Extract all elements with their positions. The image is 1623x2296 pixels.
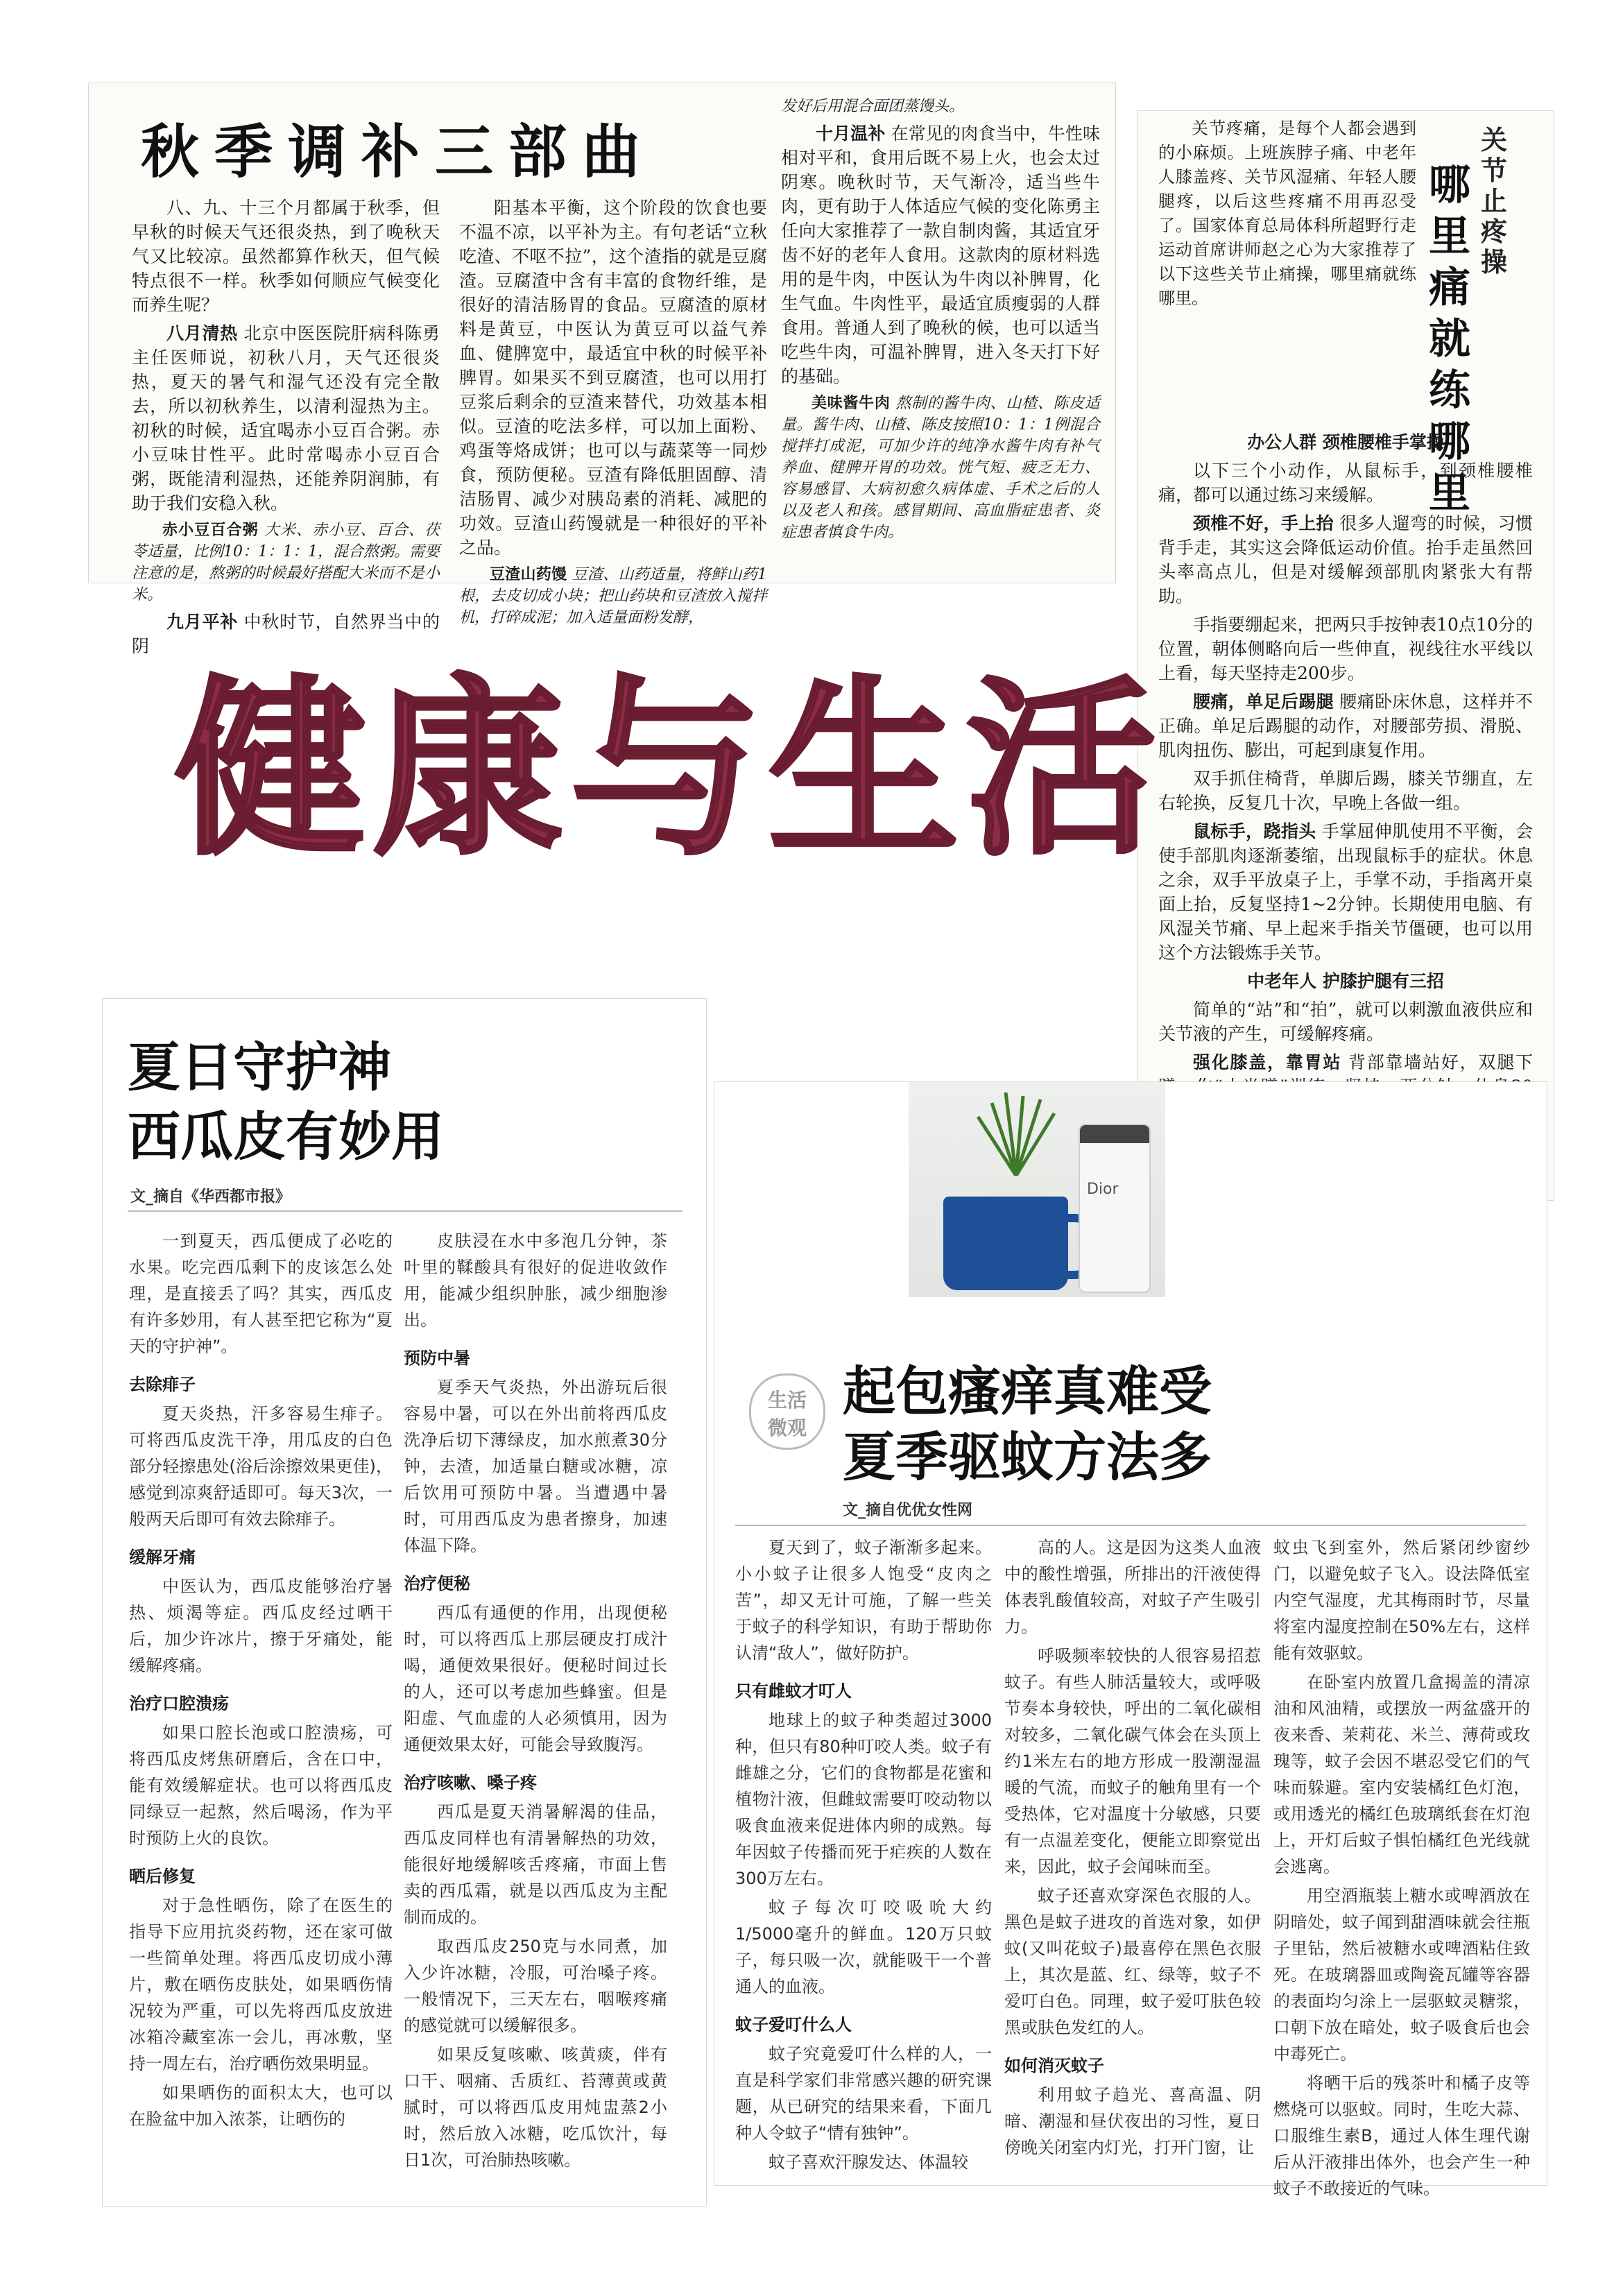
paragraph-text: 蚊子究竟爱叮什么样的人，一直是科学家们非常感兴趣的研究课题，从已研究的结果来看，下面几种人令蚊子“情有独钟”。	[735, 2044, 992, 2143]
paragraph	[781, 96, 1100, 117]
paragraph-text: 西瓜是夏天消暑解渴的佳品，西瓜皮同样也有清暑解热的功效，能很好地缓解咳舌疼痛，市面上售卖的西瓜霜，就是以西瓜皮为主配制而成的。	[404, 1802, 667, 1927]
paragraph-text: 西瓜有通便的作用，出现便秘时，可以将西瓜上那层硬皮打成汁喝，通便效果很好。便秘时间过长的人，还可以考虑加些蜂蜜。但是阳虚、气血虚的人必须慎用，因为通便效果太好，可能会导致腹泻。	[404, 1603, 667, 1754]
paragraph	[1004, 1534, 1261, 1640]
paragraph	[1158, 766, 1533, 815]
section-heading: 治疗咳嗽、嗓子疼	[404, 1773, 537, 1792]
plant-leaves	[964, 1089, 1068, 1179]
paragraph-text: 高的人。这是因为这类人血液中的酸性增强，所排出的汗液使得体表乳酸值较高，对蚊子产生吸引力。	[1004, 1538, 1261, 1636]
paragraph-text: 熬制的酱牛肉、山楂、陈皮适量。酱牛肉、山楂、陈皮按照10：1：1例混合搅拌打成泥，可加少许的纯净水酱牛肉有补气养血、健脾开胃的功效。恍气短、疲乏无力、容易感冒、大病初愈久病体虚、手术之后的人以及老人和孩。感冒期间、高血脂症患者、炎症患者慎食牛肉。	[781, 395, 1100, 541]
paragraph-text: 皮肤浸在水中多泡几分钟，茶叶里的鞣酸具有很好的促进收敛作用，能减少组织肿胀，减少细胞渗出。	[404, 1231, 667, 1330]
inline-heading: 十月温补	[816, 123, 886, 144]
inline-heading: 豆渣山药馒	[490, 565, 567, 583]
paragraph	[735, 2149, 992, 2175]
paragraph-text: 阳基本平衡，这个阶段的饮食也要不温不凉，以平补为主。有句老话“立秋吃渣、不呕不拉”，这个渣指的就是豆腐渣。豆腐渣中含有丰富的食物纤维，是很好的清洁肠胃的食品。豆腐渣的原材料是黄豆，中医认为黄豆可以益气养血、健脾宽中，最适宜中秋的时候平补脾胃。如果买不到豆腐渣，也可以用打豆浆后剩余的豆渣来替代，功效基本相似。豆渣的吃法多样，可以加上面粉、鸡蛋等烙成饼；也可以与蔬菜等一同炒食，预防便秘。豆渣有降低胆固醇、清洁肠胃、减少对胰岛素的消耗、减肥的功效。豆渣山药馒就是一种很好的平补之品。	[459, 198, 767, 558]
paragraph-text: 如果晒伤的面积太大，也可以在脸盆中加入浓茶，让晒伤的	[129, 2083, 393, 2129]
mosquito-column-1	[735, 1534, 992, 2178]
autumn-column-2	[459, 196, 767, 633]
paragraph	[1158, 689, 1533, 762]
joint-article	[1137, 111, 1554, 1200]
paragraph	[132, 321, 440, 515]
paragraph	[1273, 1669, 1530, 1880]
paragraph	[132, 196, 440, 317]
banner-title: 健康与生活	[175, 659, 1164, 881]
mosquito-title-line2: 夏季驱蚊方法多	[843, 1426, 1212, 1488]
paragraph-text: 利用蚊子趋光、喜高温、阴暗、潮湿和昼伏夜出的习性，夏日傍晚关闭室内灯光，打开门窗，让	[1004, 2085, 1261, 2157]
autumn-article	[89, 83, 1115, 656]
paragraph-text: 对于急性晒伤，除了在医生的指导下应用抗炎药物，还在家可做一些简单处理。将西瓜皮切成小薄片，敷在晒伤皮肤处，如果晒伤情况较为严重，可以先将西瓜皮放进冰箱冷藏室冻一会儿，再冰敷，坚持一周左右，治疗晒伤效果明显。	[129, 1896, 393, 2073]
section-heading: 缓解牙痛	[129, 1548, 196, 1567]
paragraph-text: 以下三个小动作，从鼠标手，到颈椎腰椎痛，都可以通过练习来缓解。	[1158, 461, 1533, 505]
paragraph-text: 背部靠墙站好，双腿下	[1348, 1052, 1533, 1072]
life-badge	[749, 1373, 825, 1450]
inline-heading: 鼠标手，跷指头	[1193, 821, 1316, 841]
watermelon-column-1	[129, 1228, 393, 2135]
inline-heading: 赤小豆百合粥	[162, 521, 259, 539]
inline-heading: 办公人群 颈椎腰椎手掌操	[1247, 432, 1444, 452]
paragraph	[129, 1892, 393, 2077]
paragraph-text: 将晒干后的残茶叶和橘子皮等燃烧可以驱蚊。同时，生吃大蒜、口服维生素B，通过人体生理代谢后从汗液排出体外，也会产生一种蚊子不敢接近的气味。	[1273, 2073, 1530, 2198]
mosquito-column-2	[1004, 1534, 1261, 2164]
mosquito-article	[714, 1082, 1547, 2198]
paragraph-text: 呼吸频率较快的人很容易招惹蚊子。有些人肺活量较大，或呼吸节奏本身较快，呼出的二氧化碳相对较多，二氧化碳气体会在头顶上约1米左右的地方形成一股潮湿温暖的气流，而蚊子的触角里有一个受热体，它对温度十分敏感，只要有一点温差变化，便能立即察觉出来，因此，蚊子会闻味而至。	[1004, 1646, 1261, 1876]
paragraph	[1158, 612, 1533, 685]
paragraph-text: 北京中医医院肝病科陈勇主任医师说，初秋八月，天气还很炎热，夏天的暑气和湿气还没有完全散去，所以初秋养生，以清利湿热为主。初秋的时候，适宜喝赤小豆百合粥。赤小豆味甘性平。此时常喝赤小豆百合粥，既能清利湿热，还能养阴润肺，有助于我们安稳入秋。	[132, 323, 440, 513]
paragraph	[1273, 1534, 1530, 1666]
paragraph-text: 如果反复咳嗽、咳黄痰，伴有口干、咽痛、舌质红、苔薄黄或黄腻时，可以将西瓜皮用炖盅蒸2小时，然后放入冰糖，吃瓜饮汁，每日1次，可治肺热咳嗽。	[404, 2045, 667, 2170]
paragraph-text: 手指要绷起来，把两只手按钟表10点10分的位置，朝体侧略向后一些伸直，视线往水平线以上看，每天坚持走200步。	[1158, 615, 1533, 683]
paragraph	[129, 1228, 393, 1360]
paragraph-text: 如果口腔长泡或口腔溃疡，可将西瓜皮烤焦研磨后，含在口中，能有效缓解症状。也可以将西瓜皮同绿豆一起熬，然后喝汤，作为平时预防上火的良饮。	[129, 1723, 393, 1848]
paragraph	[781, 121, 1100, 388]
paragraph-text: 夏天到了，蚊子渐渐多起来。小小蚊子让很多人饱受“皮肉之苦”，却又无计可施，了解一些关于蚊子的科学知识，有助于帮助你认清“敌人”，做好防护。	[735, 1538, 992, 1663]
watermelon-divider	[128, 1210, 682, 1212]
paragraph	[1158, 459, 1533, 507]
paragraph	[129, 1573, 393, 1679]
paragraph-text: 在卧室内放置几盒揭盖的清凉油和风油精，或摆放一两盆盛开的夜来香、茉莉花、米兰、薄荷或玫瑰等，蚊子会因不堪忍受它们的气味而躲避。室内安装橘红色灯泡，或用透光的橘红色玻璃纸套在灯泡上，开灯后蚊子惧怕橘红色光线就会逃离。	[1273, 1672, 1530, 1876]
paragraph-text: 大米、赤小豆、百合、茯苓适量，比例10：1：1：1，混合熬粥。需要注意的是，熬粥的时候最好搭配大米而不是小米。	[132, 522, 440, 603]
paragraph	[404, 1600, 667, 1758]
paragraph	[1158, 430, 1533, 454]
paragraph	[735, 1534, 992, 1666]
paragraph	[129, 1720, 393, 1851]
paragraph	[1004, 2082, 1261, 2161]
paragraph-text: 蚊子喜欢汗腺发达、体温较	[768, 2152, 968, 2172]
white-canister	[1079, 1124, 1151, 1293]
paragraph	[1158, 969, 1533, 993]
mosquito-divider	[735, 1525, 1526, 1526]
paragraph-text: 中医认为，西瓜皮能够治疗暑热、烦渴等症。西瓜皮经过晒干后，加少许冰片，擦于牙痛处，能缓解疼痛。	[129, 1577, 393, 1675]
paragraph	[1158, 511, 1533, 608]
section-heading: 去除痱子	[129, 1375, 196, 1394]
section-heading: 蚊子爱叮什么人	[735, 2015, 852, 2034]
blue-mug	[943, 1197, 1068, 1290]
paragraph-text: 在常见的肉食当中，牛性味相对平和，食用后既不易上火，也会太过阴寒。晚秋时节，天气渐冷，适当些牛肉，更有助于人体适应气候的变化陈勇主任向大家推荐了一款自制肉酱，其适宜牙齿不好的老年人食用。这款肉的原材料选用的是牛肉，中医认为牛肉以补脾胃，化生气血。牛肉性平，最适宜质瘦弱的人群食用。普通人到了晚秋的候，也可以适当吃些牛肉，可温补脾胃，进入冬天打下好的基础。	[781, 123, 1100, 386]
paragraph	[735, 1707, 992, 1892]
badge-line1: 生活	[767, 1389, 807, 1412]
section-heading: 治疗便秘	[404, 1574, 470, 1593]
section-heading: 晒后修复	[129, 1867, 196, 1886]
paragraph	[459, 196, 767, 560]
watermelon-article	[103, 999, 706, 2206]
paragraph-text: 发好后用混合面团蒸馒头。	[781, 98, 965, 115]
paragraph	[404, 1374, 667, 1559]
paragraph	[1273, 2070, 1530, 2202]
section-heading: 预防中暑	[404, 1348, 470, 1368]
paragraph-text: 蚊子每次叮咬吸吮大约1/5000毫升的鲜血。120万只蚊子，每只吸一次，就能吸干一个普通人的血液。	[735, 1898, 992, 1996]
paragraph-text: 八、九、十三个月都属于秋季，但早秋的时候天气还很炎热，到了晚秋天气又比较凉。虽然都算作秋天，但气候特点很不一样。秋季如何顺应气候变化而养生呢？	[132, 198, 440, 315]
inline-heading: 腰痛，单足后踢腿	[1193, 692, 1334, 712]
watermelon-column-2	[404, 1228, 667, 2176]
inline-heading: 九月平补	[166, 612, 238, 632]
section-heading: 只有雌蚊才叮人	[735, 1681, 852, 1701]
watermelon-source: 文_摘自《华西都市报》	[130, 1188, 291, 1206]
mosquito-photo	[909, 1082, 1165, 1297]
badge-line2: 微观	[767, 1416, 807, 1439]
autumn-column-1	[132, 196, 440, 662]
paragraph-text: 用空酒瓶装上糖水或啤酒放在阴暗处，蚊子闻到甜酒味就会往瓶子里钻，然后被糖水或啤酒粘住致死。在玻璃器皿或陶瓷瓦罐等容器的表面均匀涂上一层驱蚊灵糖浆，口朝下放在暗处，蚊子吸食后也会中毒死亡。	[1273, 1886, 1530, 2064]
paragraph-text: 蚊子还喜欢穿深色衣服的人。黑色是蚊子进攻的首选对象，如伊蚊(又叫花蚊子)最喜停在黑色衣服上，其次是蓝、红、绿等，蚊子不爱叮白色。同理，蚊子爱叮肤色较黑或肤色发红的人。	[1004, 1886, 1261, 2037]
joint-heading-big: 哪里痛就练哪里	[1429, 161, 1470, 517]
section-heading: 治疗口腔溃疡	[129, 1694, 229, 1713]
paragraph-text: 夏天炎热，汗多容易生痱子。可将西瓜皮洗干净，用瓜皮的白色部分轻擦患处(浴后涂擦效果更佳)，感觉到凉爽舒适即可。每天3次，一般两天后即可有效去除痱子。	[129, 1404, 393, 1529]
mosquito-title-line1: 起包瘙痒真难受	[843, 1360, 1212, 1422]
paragraph	[404, 1799, 667, 1930]
inline-heading: 中老年人 护膝护腿有三招	[1247, 971, 1444, 991]
section-heading: 如何消灭蚊子	[1004, 2056, 1104, 2075]
paragraph	[781, 393, 1100, 543]
inline-heading: 八月清热	[166, 323, 238, 343]
paragraph	[1158, 819, 1533, 965]
inline-heading: 美味酱牛肉	[812, 394, 891, 412]
paragraph-text: 蚊虫飞到室外，然后紧闭纱窗纱门，以避免蚊子飞入。设法降低室内空气湿度，尤其梅雨时节，尽量将室内湿度控制在50%左右，这样能有效驱蚊。	[1273, 1538, 1530, 1663]
paragraph-text: 夏季天气炎热，外出游玩后很容易中暑，可以在外出前将西瓜皮洗净后切下薄绿皮，加水煎煮30分钟，去渣，加适量白糖或冰糖，凉后饮用可预防中暑。当遭遇中暑时，可用西瓜皮为患者擦身，加速体温下降。	[404, 1378, 667, 1555]
paragraph-text: 地球上的蚊子种类超过3000种，但只有80种叮咬人类。蚊子有雌雄之分，它们的食物都是花蜜和植物汁液，但雌蚊需要叮咬动物以吸食血液来促进体内卵的成熟。每年因蚊子传播而死于疟疾的人数在300万左右。	[735, 1711, 992, 1888]
autumn-column-3	[781, 96, 1100, 547]
paragraph	[1158, 997, 1533, 1046]
paragraph	[735, 1894, 992, 2000]
paragraph	[129, 2080, 393, 2132]
paragraph	[1004, 1643, 1261, 1880]
paragraph-text: 一到夏天，西瓜便成了必吃的水果。吃完西瓜剩下的皮该怎么处理，是直接丢了吗？其实，西瓜皮有许多妙用，有人甚至把它称为“夏天的守护神”。	[129, 1231, 393, 1356]
paragraph	[129, 1400, 393, 1532]
paragraph	[459, 564, 767, 628]
paragraph-text: 腰痛卧床休息，这样并不正确。单足后踢腿的动作，对腰部劳损、滑脱、肌肉扭伤、膨出，可起到康复作用。	[1158, 692, 1533, 760]
paragraph	[735, 2041, 992, 2146]
paragraph-text: 取西瓜皮250克与水同煮，加入少许冰糖，冷服，可治嗓子疼。一般情况下，三天左右，咽喉疼痛的感觉就可以缓解很多。	[404, 1937, 667, 2035]
paragraph	[1273, 1883, 1530, 2067]
canister-label: Dior	[1087, 1181, 1119, 1198]
paragraph	[404, 1228, 667, 1333]
paragraph-text: 很多人遛弯的时候，习惯背手走，其实这会降低运动价值。抬手走虽然回头率高点儿，但是对缓解颈部肌肉紧张大有帮助。	[1158, 513, 1533, 606]
inline-heading: 强化膝盖，靠胃站	[1193, 1052, 1342, 1072]
paragraph-text: 豆渣、山药适量，将鲜山药1根，去皮切成小块；把山药块和豆渣放入搅拌机，打碎成泥；加入适量面粉发酵，	[459, 566, 767, 626]
joint-heading-small: 关节止疼操	[1481, 125, 1508, 277]
watermelon-title-line1: 夏日守护神	[128, 1036, 391, 1098]
autumn-title: 秋季调补三部曲	[141, 118, 656, 186]
paragraph	[1004, 1883, 1261, 2041]
paragraph-text: 简单的“站”和“拍”，就可以刺激血液供应和关节液的产生，可缓解疼痛。	[1158, 1000, 1533, 1044]
paragraph-text: 手掌屈伸肌使用不平衡，会使手部肌肉逐渐萎缩，出现鼠标手的症状。休息之余，双手平放桌子上，手掌不动，手指离开桌面上抬，反复坚持1~2分钟。长期使用电脑、有风湿关节痛、早上起来手指关节僵硬，也可以用这个方法锻炼手关节。	[1158, 821, 1533, 963]
mosquito-column-3	[1273, 1534, 1530, 2204]
mosquito-source: 文_摘自优优女性网	[843, 1502, 973, 1519]
paragraph	[404, 2041, 667, 2173]
inline-heading: 颈椎不好，手上抬	[1193, 513, 1334, 533]
paragraph-text: 中秋时节，自然界当中的阴	[132, 612, 440, 656]
joint-intro: 关节疼痛，是每个人都会遇到的小麻烦。上班族脖子痛、中老年人膝盖疼、关节风湿痛、年轻人腰腿疼，以后这些疼痛不用再忍受了。国家体育总局体科所超野行走运动首席讲师赵之心为大家推荐了以下这些关节止痛操，哪里痛就练哪里。	[1158, 119, 1416, 308]
paragraph	[404, 1933, 667, 2039]
watermelon-title-line2: 西瓜皮有妙用	[128, 1106, 444, 1167]
paragraph-text: 双手抓住椅背，单脚后踢，膝关节绷直，左右轮换，反复几十次，早晚上各做一组。	[1158, 769, 1533, 813]
paragraph	[132, 520, 440, 606]
